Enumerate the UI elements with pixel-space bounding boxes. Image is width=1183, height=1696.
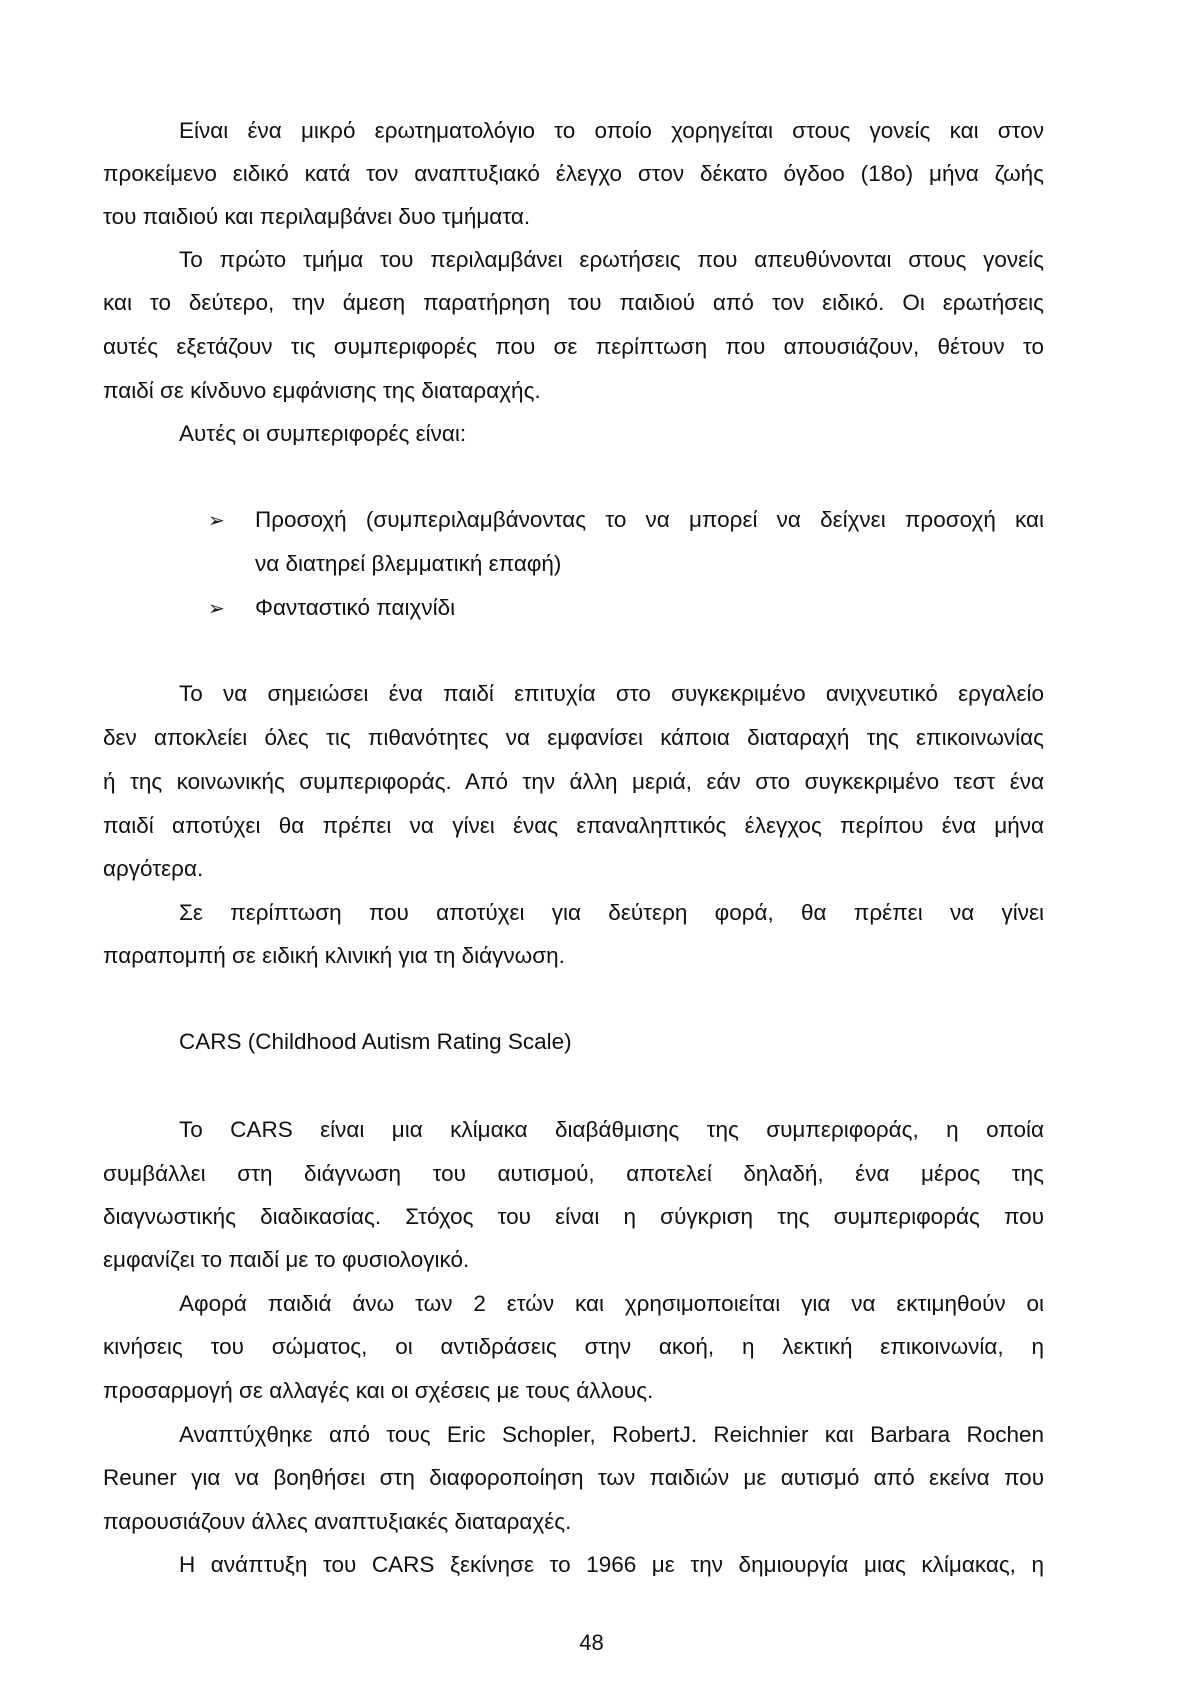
text-line: παιδί σε κίνδυνο εμφάνισης της διαταραχής. [103, 378, 541, 403]
bullet-item-text: Φανταστικό παιχνίδι [255, 595, 456, 620]
text-line: δεν αποκλείει όλες τις πιθανότητες να εμφανίσει κάποια διαταραχή της επικοινωνίας [103, 725, 1044, 750]
text-line: συμβάλλει στη διάγνωση του αυτισμού, αποτελεί δηλαδή, ένα μέρος της [103, 1161, 1044, 1186]
text-line: Reuner για να βοηθήσει στη διαφοροποίηση των παιδιών με αυτισμό από εκείνα που [103, 1465, 1044, 1490]
text-line: του παιδιού και περιλαμβάνει δυο τμήματα. [103, 204, 531, 229]
text-line: προσαρμογή σε αλλαγές και οι σχέσεις με τους άλλους. [103, 1378, 654, 1403]
text-line: παρουσιάζουν άλλες αναπτυξιακές διαταραχές. [103, 1509, 572, 1534]
page-number: 48 [579, 1630, 604, 1655]
bullet-arrow-icon: ➢ [208, 598, 225, 620]
text-line: αργότερα. [103, 856, 204, 881]
text-line: Αναπτύχθηκε από τους Eric Schopler, RobertJ. Reichnier και Barbara Rochen [179, 1422, 1044, 1447]
text-line: προκείμενο ειδικό κατά τον αναπτυξιακό έλεγχο στον δέκατο όγδοο (18ο) μήνα ζωής [103, 161, 1044, 186]
bullet-arrow-icon: ➢ [208, 510, 225, 532]
text-line: διαγνωστικής διαδικασίας. Στόχος του είναι η σύγκριση της συμπεριφοράς που [103, 1204, 1044, 1229]
text-line: εμφανίζει το παιδί με το φυσιολογικό. [103, 1247, 470, 1272]
text-line: Το πρώτο τμήμα του περιλαμβάνει ερωτήσεις που απευθύνονται στους γονείς [179, 247, 1044, 272]
text-line: ή της κοινωνικής συμπεριφοράς. Από την άλλη μεριά, εάν στο συγκεκριμένο τεστ ένα [103, 769, 1044, 794]
section-heading: CARS (Childhood Autism Rating Scale) [179, 1029, 572, 1054]
text-line: παιδί αποτύχει θα πρέπει να γίνει ένας επαναληπτικός έλεγχος περίπου ένα μήνα [103, 813, 1044, 838]
text-line: Το να σημειώσει ένα παιδί επιτυχία στο συγκεκριμένο ανιχνευτικό εργαλείο [179, 681, 1044, 706]
text-line: Αφορά παιδιά άνω των 2 ετών και χρησιμοποιείται για να εκτιμηθούν οι [179, 1291, 1044, 1316]
bullet-item-text: να διατηρεί βλεμματική επαφή) [255, 551, 562, 576]
text-line: αυτές εξετάζουν τις συμπεριφορές που σε περίπτωση που απουσιάζουν, θέτουν το [103, 334, 1044, 359]
text-line: Το CARS είναι μια κλίμακα διαβάθμισης της συμπεριφοράς, η οποία [179, 1117, 1044, 1142]
text-line: Η ανάπτυξη του CARS ξεκίνησε το 1966 με την δημιουργία μιας κλίμακας, η [179, 1552, 1044, 1577]
text-line: Σε περίπτωση που αποτύχει για δεύτερη φορά, θα πρέπει να γίνει [179, 900, 1044, 925]
bullet-item-text: Προσοχή (συμπεριλαμβάνοντας το να μπορεί να δείχνει προσοχή και [255, 507, 1044, 532]
text-line: παραπομπή σε ειδική κλινική για τη διάγνωση. [103, 943, 565, 968]
text-line: και το δεύτερο, την άμεση παρατήρηση του παιδιού από τον ειδικό. Οι ερωτήσεις [103, 290, 1044, 315]
text-line: κινήσεις του σώματος, οι αντιδράσεις στην ακοή, η λεκτική επικοινωνία, η [103, 1334, 1044, 1359]
text-line: Αυτές οι συμπεριφορές είναι: [179, 421, 467, 446]
text-line: Είναι ένα μικρό ερωτηματολόγιο το οποίο χορηγείται στους γονείς και στον [179, 118, 1044, 143]
